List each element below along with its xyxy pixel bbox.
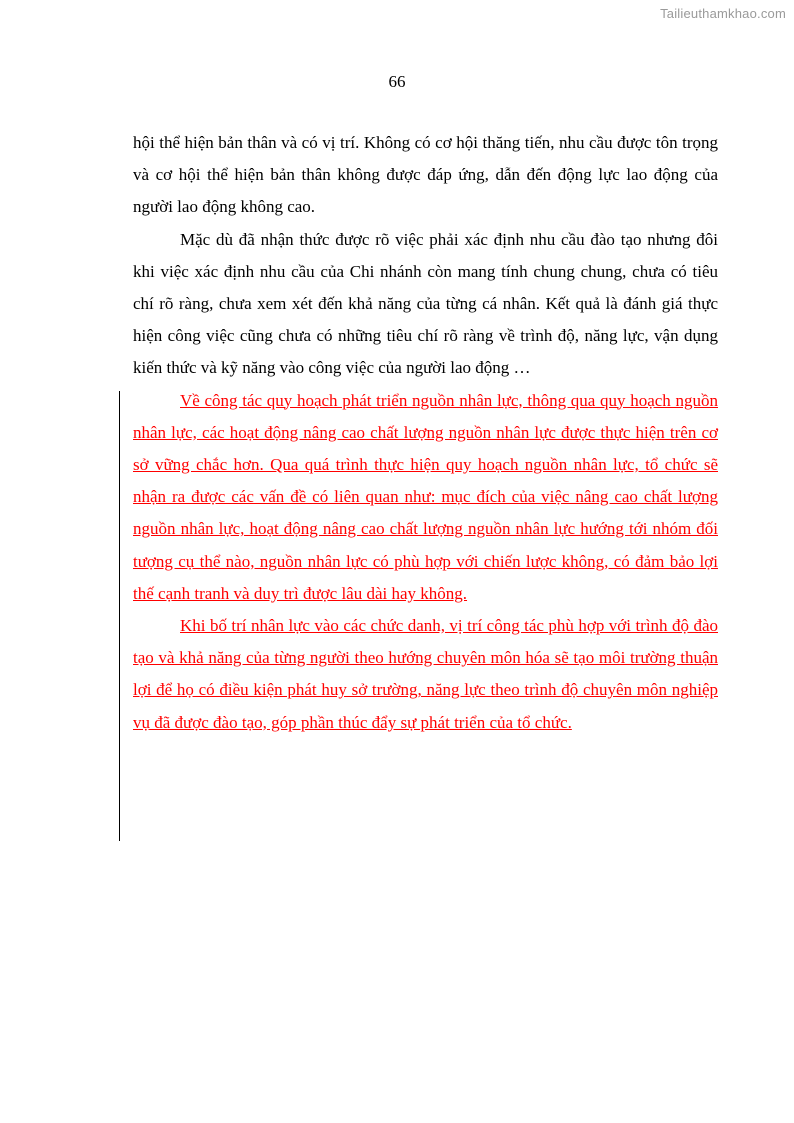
page-number: 66 [388,72,406,91]
paragraph-2: Mặc dù đã nhận thức được rõ việc phải xác định nhu cầu đào tạo nhưng đôi khi việc xác định nhu cầu của Chi nhánh còn mang tính chung chung, chưa có tiêu chí rõ ràng, chưa xem xét đến khả năng của từng cá nhân. Kết quả là đánh giá thực hiện công việc cũng chưa có những tiêu chí rõ ràng về trình độ, năng lực, vận dụng kiến thức và kỹ năng vào công việc của người lao động … [133,229,718,378]
document-body [133,127,718,739]
paragraph-4-revised: Khi bố trí nhân lực vào các chức danh, vị trí công tác phù hợp với trình độ đào tạo và khả năng của từng người theo hướng chuyên môn hóa sẽ tạo môi trường thuận lợi để họ có điều kiện phát huy sở trường, năng lực theo trình độ chuyên môn nghiệp vụ đã được đào tạo, góp phần thúc đẩy sự phát triển của tổ chức. [133,616,718,732]
paragraph-3-revised: Về công tác quy hoạch phát triển nguồn nhân lực, thông qua quy hoạch nguồn nhân lực, các hoạt động nâng cao chất lượng nguồn nhân lực được thực hiện trên cơ sở vững chắc hơn. Qua quá trình thực hiện quy hoạch nguồn nhân lực, tổ chức sẽ nhận ra được các vấn đề có liên quan như: mục đích của việc nâng cao chất lượng nguồn nhân lực, hoạt động nâng cao chất lượng nguồn nhân lực hướng tới nhóm đối tượng cụ thể nào, nguồn nhân lực có phù hợp với chiến lược không, có đảm bảo lợi thế cạnh tranh và duy trì được lâu dài hay không. [133,390,718,603]
revision-change-bar [119,391,120,841]
paragraph-1: hội thể hiện bản thân và có vị trí. Không có cơ hội thăng tiến, nhu cầu được tôn trọng và cơ hội thể hiện bản thân không được đáp ứng, dẫn đến động lực lao động của người lao động không cao. [133,133,718,217]
watermark: Tailieuthamkhao.com [660,6,786,21]
